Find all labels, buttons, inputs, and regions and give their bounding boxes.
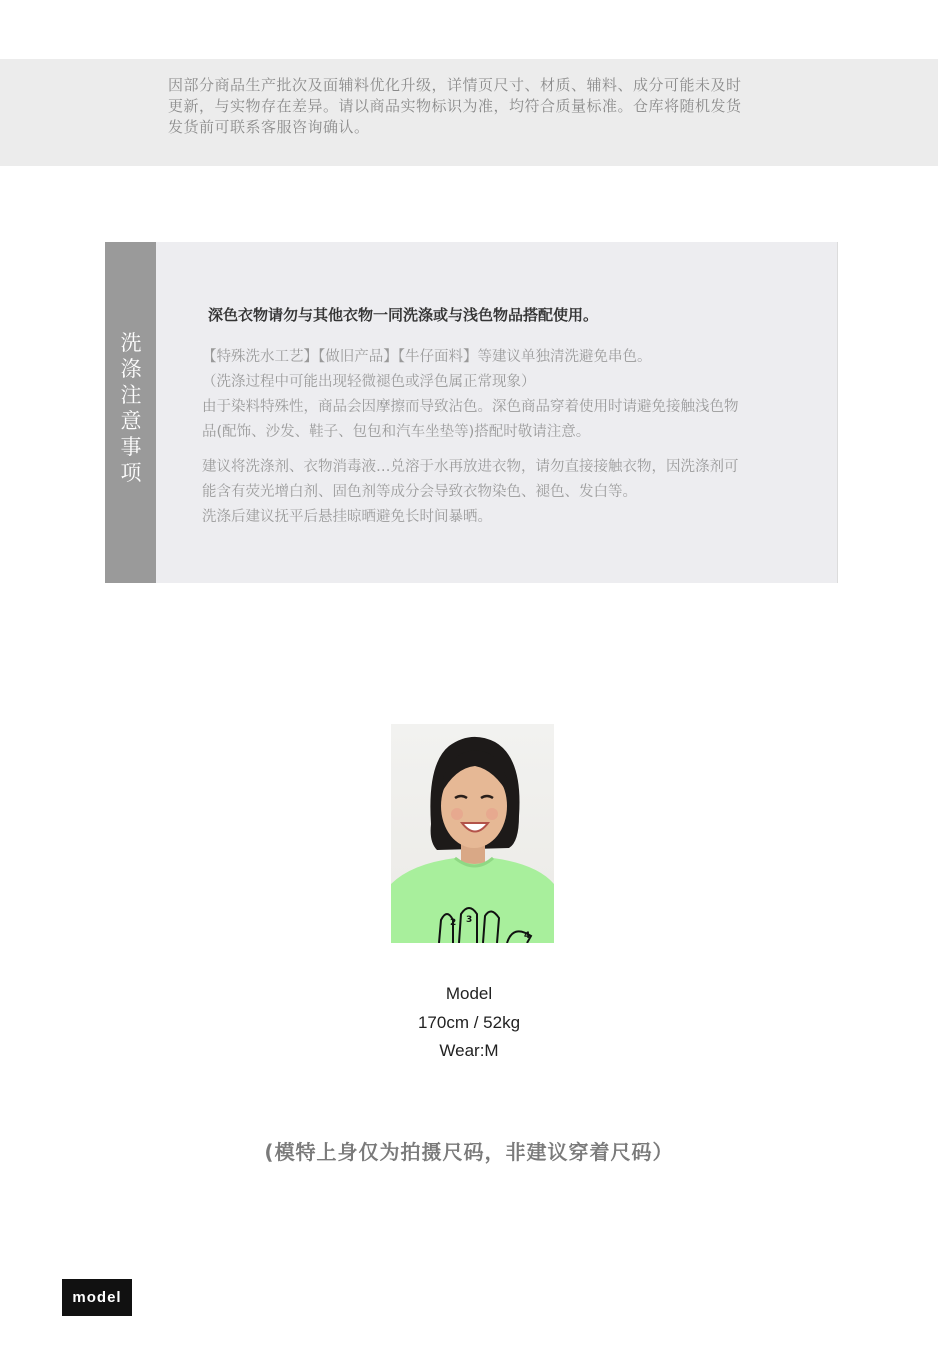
model-label: Model — [445, 984, 493, 1003]
washing-paragraph-2 — [202, 455, 802, 530]
model-illustration — [391, 724, 554, 943]
model-wear-size: Wear:M — [439, 1041, 499, 1060]
washing-heading: 深色衣物请勿与其他衣物一同洗涤或与浅色物品搭配使用。 — [208, 306, 599, 324]
washing-notice-sidebar — [105, 242, 156, 583]
model-measurements: 170cm / 52kg — [417, 1012, 521, 1032]
notice-line: 因部分商品生产批次及面辅料优化升级，详情页尺寸、材质、辅料、成分可能未及时 — [168, 76, 742, 94]
shirt-digit: 3 — [466, 915, 473, 925]
title-char: 项 — [120, 461, 142, 485]
paragraph-line: （洗涤过程中可能出现轻微褪色或浮色属正常现象） — [202, 374, 536, 390]
paragraph-line: 【特殊洗水工艺】【做旧产品】【牛仔面料】等建议单独清洗避免串色。 — [202, 349, 652, 365]
paragraph-line: 建议将洗涤剂、衣物消毒液…兑溶于水再放进衣物，请勿直接接触衣物，因洗涤剂可 — [202, 459, 739, 475]
size-notice-text — [168, 75, 808, 138]
title-char: 意 — [120, 409, 142, 433]
washing-notice-box — [105, 242, 838, 583]
model-size-note: (模特上身仅为拍摄尺码，非建议穿着尺码） — [264, 1140, 674, 1164]
model-photo — [391, 724, 554, 943]
model-section-tag: model — [62, 1279, 132, 1316]
washing-notice-title — [118, 330, 144, 486]
title-char: 洗 — [120, 331, 142, 355]
size-notice-band — [0, 59, 938, 166]
model-info — [0, 980, 938, 1066]
shirt-digit: 2 — [450, 918, 457, 928]
shirt-digit: 4 — [524, 931, 531, 941]
paragraph-line: 洗涤后建议抚平后悬挂晾晒避免长时间暴晒。 — [202, 509, 492, 525]
paragraph-line: 由于染料特殊性，商品会因摩擦而导致沾色。深色商品穿着使用时请避免接触浅色物 — [202, 399, 739, 415]
title-char: 涤 — [120, 357, 142, 381]
paragraph-line: 品(配饰、沙发、鞋子、包包和汽车坐垫等)搭配时敬请注意。 — [202, 424, 591, 440]
notice-line: 更新，与实物存在差异。请以商品实物标识为准，均符合质量标准。仓库将随机发货 — [168, 97, 742, 115]
title-char: 注 — [120, 383, 142, 407]
paragraph-line: 能含有荧光增白剂、固色剂等成分会导致衣物染色、褪色、发白等。 — [202, 484, 637, 500]
washing-paragraph-1 — [202, 345, 802, 445]
notice-line: 发货前可联系客服咨询确认。 — [168, 118, 370, 136]
title-char: 事 — [120, 435, 142, 459]
